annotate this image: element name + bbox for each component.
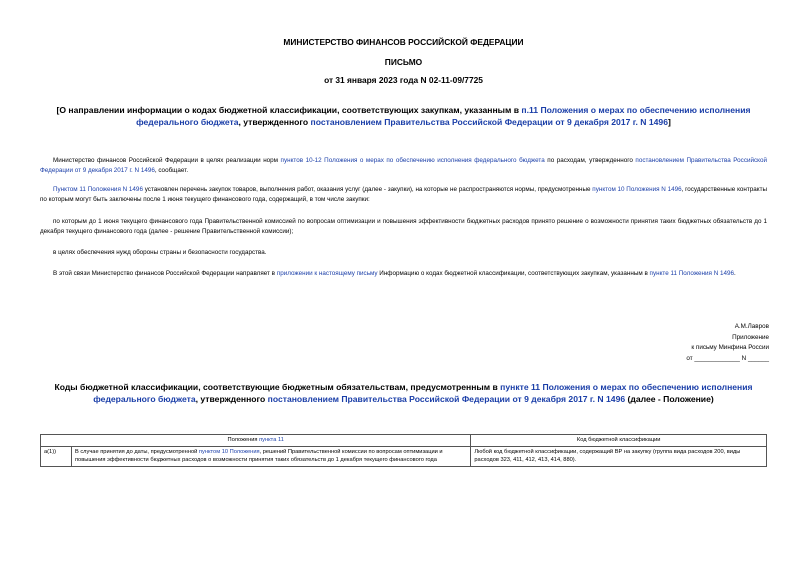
appendix-to-letter: к письму Минфина России: [691, 344, 769, 351]
p5-text-1: В этой связи Министерство финансов Российской Федерации направляет в: [53, 270, 277, 277]
date-number-heading: от 31 января 2023 года N 02-11-09/7725: [324, 75, 483, 85]
p1-link-clauses[interactable]: пунктов 10-12 Положения о мерах по обеспечению исполнения федерального бюджета: [280, 157, 545, 164]
doc-type-heading: ПИСЬМО: [384, 57, 423, 67]
p5-link-clause-11[interactable]: пункте 11 Положения N 1496: [649, 270, 734, 277]
signature-block: [569, 322, 769, 364]
paragraph-5: [40, 269, 767, 279]
ministry-heading: МИНИСТЕРСТВО ФИНАНСОВ РОССИЙСКОЙ ФЕДЕРАЦИИ: [283, 37, 524, 47]
p1-text-2: по расходам, утвержденного: [544, 157, 636, 164]
appendix-title-link-resolution[interactable]: постановлением Правительства Российской Федерации от 9 декабря 2017 г. N 1496: [267, 394, 626, 404]
row-desc-text-1: В случае принятия до даты, предусмотренной: [74, 448, 199, 455]
table-header-code: Код бюджетной классификации: [471, 435, 767, 447]
p5-text-3: .: [734, 270, 736, 277]
table-row: [41, 446, 767, 466]
signer-name: А.М.Лавров: [734, 323, 769, 330]
p5-text-2: Информацию о кодах бюджетной классификации, соответствующих закупкам, указанным в: [377, 270, 650, 277]
codes-table: [40, 434, 767, 467]
appendix-title-text-3: (далее - Положение): [625, 394, 714, 404]
table-header-row: [41, 435, 767, 447]
p2-text-1: установлен перечень закупок товаров, выполнения работ, оказания услуг (далее - закупки), на которые не распространяются нормы, предусмотренные: [142, 186, 593, 193]
header-provisions-text: Положения: [227, 437, 260, 443]
row-code: Любой код бюджетной классификации, содержащий ВР на закупку (группа вида расходов 200, виды расходов 323, 411, 412, 413, 414, 880).: [471, 446, 767, 466]
table-header-provisions: [41, 435, 471, 447]
p1-link-resolution[interactable]: постановлением Правительства Российской Федерации от 9 декабря 2017 г. N 1496: [40, 157, 768, 174]
row-description: [71, 446, 470, 466]
p2-link-clause-10[interactable]: пунктом 10 Положения N 1496: [592, 186, 682, 193]
p2-text-2: , государственные контракты по которым могут быть заключены после 1 июня текущего финансового года, содержащий, в том числе закупки:: [40, 186, 767, 203]
appendix-label: Приложение: [732, 333, 769, 341]
appendix-from-line: от _____________ N ______: [686, 354, 769, 362]
header-link-clause-11[interactable]: пункта 11: [259, 437, 284, 443]
paragraph-1: [40, 156, 767, 176]
title-text-2: , утвержденного: [238, 117, 311, 127]
title-link-clause-11[interactable]: п.11 Положения о мерах по обеспечению исполнения федерального бюджета: [136, 105, 751, 127]
p2-link-clause-11[interactable]: Пунктом 11 Положения N 1496: [53, 186, 143, 193]
appendix-title-link-clause-11[interactable]: пункте 11 Положения о мерах по обеспечению исполнения федерального бюджета: [93, 382, 753, 404]
paragraph-4: в целях обеспечения нужд обороны страны и безопасности государства.: [53, 249, 267, 256]
appendix-title: [30, 381, 777, 405]
paragraph-2: [40, 185, 767, 205]
title-text-3: ]: [668, 117, 671, 127]
title-text-1: [О направлении информации о кодах бюджетной классификации, соответствующих закупкам, указанным в: [56, 105, 522, 115]
p1-text-1: Министерство финансов Российской Федерации в целях реализации норм: [53, 157, 281, 164]
row-link-clause-10[interactable]: пунктом 10 Положения: [198, 448, 260, 455]
paragraph-3: по которым до 1 июня текущего финансового года Правительственной комиссией по вопросам оптимизации и повышения эффективности бюджетных расходов принято решение о возможности принятия таких бюджетных обязательств до 1 декабря текущего финансового года (далее - решение Правительственной комиссии);: [40, 218, 767, 235]
p5-link-appendix[interactable]: приложении к настоящему письму: [276, 270, 378, 277]
row-desc-text-2: , решений Правительственной комиссии по вопросам оптимизации и повышения эффективности бюджетных расходов о возможности принятия таких обязательств до 1 декабря текущего финансового года: [74, 448, 443, 463]
appendix-title-text-2: , утвержденного: [195, 394, 268, 404]
row-number: а(1)): [41, 446, 72, 466]
appendix-title-text-1: Коды бюджетной классификации, соответствующие бюджетным обязательствам, предусмотренным в: [54, 382, 501, 392]
document-title: [30, 104, 777, 128]
p1-text-3: , сообщает.: [154, 167, 189, 174]
title-link-resolution[interactable]: постановлением Правительства Российской Федерации от 9 декабря 2017 г. N 1496: [310, 117, 668, 127]
